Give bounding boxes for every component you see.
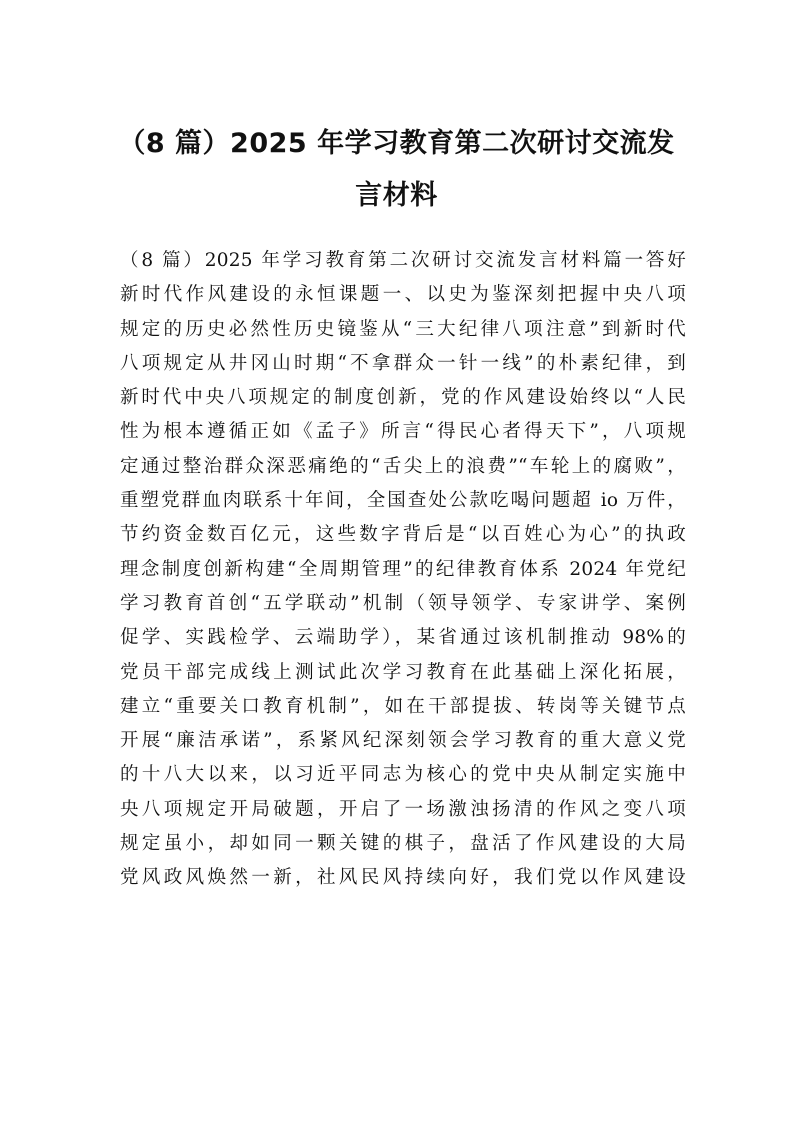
body-line: 的十八大以来，以习近平同志为核心的党中央从制定实施中 bbox=[120, 764, 686, 786]
document-title bbox=[100, 118, 693, 222]
body-line: 学习教育首创“五学联动”机制（领导领学、专家讲学、案例 bbox=[120, 592, 686, 614]
body-line: 建立“重要关口教育机制”，如在干部提拔、转岗等关键节点 bbox=[120, 695, 686, 717]
body-line: 开展“廉洁承诺”，系紧风纪深刻领会学习教育的重大意义党 bbox=[120, 730, 686, 752]
body-line: 八项规定从井冈山时期“不拿群众一针一线”的朴素纪律，到 bbox=[120, 352, 686, 374]
body-line: 定通过整治群众深恶痛绝的“舌尖上的浪费”“车轮上的腐败”， bbox=[120, 455, 686, 477]
body-line: 节约资金数百亿元，这些数字背后是“以百姓心为心”的执政 bbox=[120, 524, 686, 546]
body-line: 规定虽小，却如同一颗关键的棋子，盘活了作风建设的大局 bbox=[120, 833, 686, 855]
body-line: 新时代中央八项规定的制度创新，党的作风建设始终以“人民 bbox=[120, 387, 686, 409]
body-line: （8 篇）2025 年学习教育第二次研讨交流发言材料篇一答好 bbox=[120, 250, 686, 271]
body-line: 党员干部完成线上测试此次学习教育在此基础上深化拓展， bbox=[120, 661, 686, 683]
body-line: 规定的历史必然性历史镜鉴从“三大纪律八项注意”到新时代 bbox=[120, 318, 686, 340]
body-line: 重塑党群血肉联系十年间，全国查处公款吃喝问题超 io 万件， bbox=[120, 490, 686, 512]
body-line: 新时代作风建设的永恒课题一、以史为鉴深刻把握中央八项 bbox=[120, 284, 686, 306]
body-line: 性为根本遵循正如《孟子》所言“得民心者得天下”，八项规 bbox=[120, 421, 686, 443]
body-line: 党风政风焕然一新，社风民风持续向好，我们党以作风建设 bbox=[120, 867, 686, 889]
title-line-1: （8 篇）2025 年学习教育第二次研讨交流发 bbox=[118, 128, 675, 159]
document-body bbox=[120, 244, 686, 896]
body-line: 理念制度创新构建“全周期管理”的纪律教育体系 2024 年党纪 bbox=[120, 558, 686, 580]
body-line: 促学、实践检学、云端助学），某省通过该机制推动 98%的 bbox=[120, 627, 686, 649]
body-line: 央八项规定开局破题，开启了一场激浊扬清的作风之变八项 bbox=[120, 798, 686, 820]
title-line-2: 言材料 bbox=[355, 180, 438, 211]
